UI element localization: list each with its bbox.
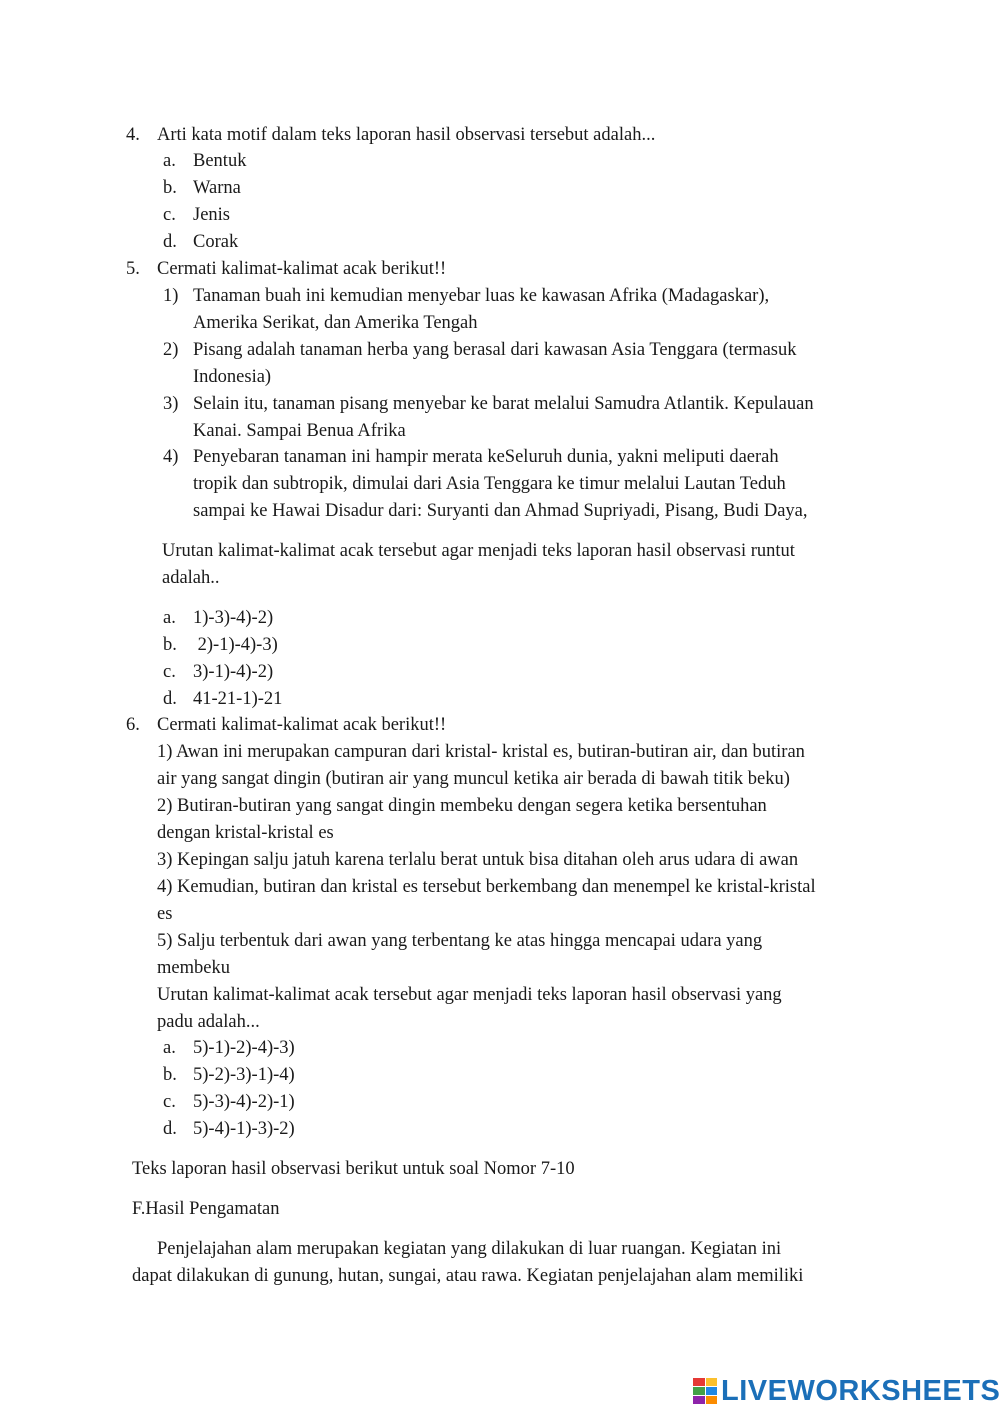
q6-number: 6. — [126, 715, 140, 735]
q5-sentence-4-line3: sampai ke Hawai Disadur dari: Suryanti dan Ahmad Supriyadi, Pisang, Budi Daya, — [193, 501, 808, 521]
q6-option-a-letter: a. — [163, 1038, 176, 1058]
q6-option-a[interactable]: 5)-1)-2)-4)-3) — [193, 1038, 295, 1058]
q6-option-b-letter: b. — [163, 1065, 177, 1085]
q5-question: Cermati kalimat-kalimat acak berikut!! — [157, 259, 447, 279]
q6-line: 4) Kemudian, butiran dan kristal es tersebut berkembang dan menempel ke kristal-kristal — [157, 877, 816, 897]
q5-sentence-2-line2: Indonesia) — [193, 367, 272, 387]
q5-sentence-4-line1: Penyebaran tanaman ini hampir merata keSeluruh dunia, yakni meliputi daerah — [193, 447, 779, 467]
q5-prompt-line2: adalah.. — [162, 568, 220, 588]
q5-number: 5. — [126, 259, 140, 279]
q6-question: Cermati kalimat-kalimat acak berikut!! — [157, 715, 447, 735]
q5-option-c[interactable]: 3)-1)-4)-2) — [193, 662, 274, 682]
q6-line: es — [157, 904, 173, 924]
q5-sentence-2-marker: 2) — [163, 340, 179, 360]
liveworksheets-logo — [693, 1376, 1000, 1406]
q5-sentence-1-line1: Tanaman buah ini kemudian menyebar luas ke kawasan Afrika (Madagaskar), — [193, 286, 770, 306]
q4-option-c[interactable]: Jenis — [193, 205, 230, 225]
q4-option-d-letter: d. — [163, 232, 177, 252]
q6-option-d-letter: d. — [163, 1119, 177, 1139]
q4-option-b[interactable]: Warna — [193, 178, 241, 198]
q6-line: dengan kristal-kristal es — [157, 823, 334, 843]
q6-prompt-line2: padu adalah... — [157, 1012, 260, 1032]
passage-intro: Teks laporan hasil observasi berikut untuk soal Nomor 7-10 — [132, 1159, 575, 1179]
q5-option-a-letter: a. — [163, 608, 176, 628]
logo-tile — [693, 1378, 705, 1386]
logo-tile — [706, 1396, 718, 1404]
q4-option-a[interactable]: Bentuk — [193, 151, 247, 171]
q4-option-b-letter: b. — [163, 178, 177, 198]
q5-option-b-letter: b. — [163, 635, 177, 655]
logo-tile — [706, 1387, 718, 1395]
q6-option-c-letter: c. — [163, 1092, 176, 1112]
q6-option-d[interactable]: 5)-4)-1)-3)-2) — [193, 1119, 295, 1139]
passage-line2: dapat dilakukan di gunung, hutan, sungai, atau rawa. Kegiatan penjelajahan alam memiliki — [132, 1266, 804, 1286]
q4-option-a-letter: a. — [163, 151, 176, 171]
q6-line: 5) Salju terbentuk dari awan yang terbentang ke atas hingga mencapai udara yang — [157, 931, 763, 951]
liveworksheets-logo-icon — [693, 1378, 717, 1404]
liveworksheets-logo-text: LIVEWORKSHEETS — [721, 1374, 1000, 1407]
passage-line1: Penjelajahan alam merupakan kegiatan yang dilakukan di luar ruangan. Kegiatan ini — [157, 1239, 782, 1259]
q6-line: 2) Butiran-butiran yang sangat dingin membeku dengan segera ketika bersentuhan — [157, 796, 767, 816]
logo-tile — [693, 1387, 705, 1395]
q4-question: Arti kata motif dalam teks laporan hasil observasi tersebut adalah... — [157, 125, 656, 145]
q5-sentence-4-marker: 4) — [163, 447, 179, 467]
q6-option-b[interactable]: 5)-2)-3)-1)-4) — [193, 1065, 295, 1085]
q5-option-a[interactable]: 1)-3)-4)-2) — [193, 608, 274, 628]
q5-sentence-4-line2: tropik dan subtropik, dimulai dari Asia Tenggara ke timur melalui Lautan Teduh — [193, 474, 786, 494]
q5-prompt-line1: Urutan kalimat-kalimat acak tersebut agar menjadi teks laporan hasil observasi runtut — [162, 541, 795, 561]
q6-line: 1) Awan ini merupakan campuran dari kristal- kristal es, butiran-butiran air, dan butiran — [157, 742, 805, 762]
logo-tile — [693, 1396, 705, 1404]
q4-option-c-letter: c. — [163, 205, 176, 225]
q4-option-d[interactable]: Corak — [193, 232, 239, 252]
q5-sentence-2-line1: Pisang adalah tanaman herba yang berasal dari kawasan Asia Tenggara (termasuk — [193, 340, 797, 360]
q4-number: 4. — [126, 125, 140, 145]
q6-line: 3) Kepingan salju jatuh karena terlalu berat untuk bisa ditahan oleh arus udara di awan — [157, 850, 799, 870]
q5-sentence-1-line2: Amerika Serikat, dan Amerika Tengah — [193, 313, 478, 333]
q5-option-d-letter: d. — [163, 689, 177, 709]
q6-line: membeku — [157, 958, 230, 978]
q5-option-d[interactable]: 41-21-1)-21 — [193, 689, 283, 709]
q6-option-c[interactable]: 5)-3)-4)-2)-1) — [193, 1092, 295, 1112]
q5-sentence-3-line1: Selain itu, tanaman pisang menyebar ke barat melalui Samudra Atlantik. Kepulauan — [193, 394, 814, 414]
logo-tile — [706, 1378, 718, 1386]
q5-sentence-3-marker: 3) — [163, 394, 179, 414]
q5-sentence-3-line2: Kanai. Sampai Benua Afrika — [193, 421, 406, 441]
q5-option-c-letter: c. — [163, 662, 176, 682]
q5-option-b[interactable]: 2)-1)-4)-3) — [193, 635, 278, 655]
q6-line: air yang sangat dingin (butiran air yang muncul ketika air berada di bawah titik beku) — [157, 769, 790, 789]
q6-prompt-line1: Urutan kalimat-kalimat acak tersebut agar menjadi teks laporan hasil observasi yang — [157, 985, 782, 1005]
q5-sentence-1-marker: 1) — [163, 286, 179, 306]
passage-heading: F.Hasil Pengamatan — [132, 1199, 280, 1219]
